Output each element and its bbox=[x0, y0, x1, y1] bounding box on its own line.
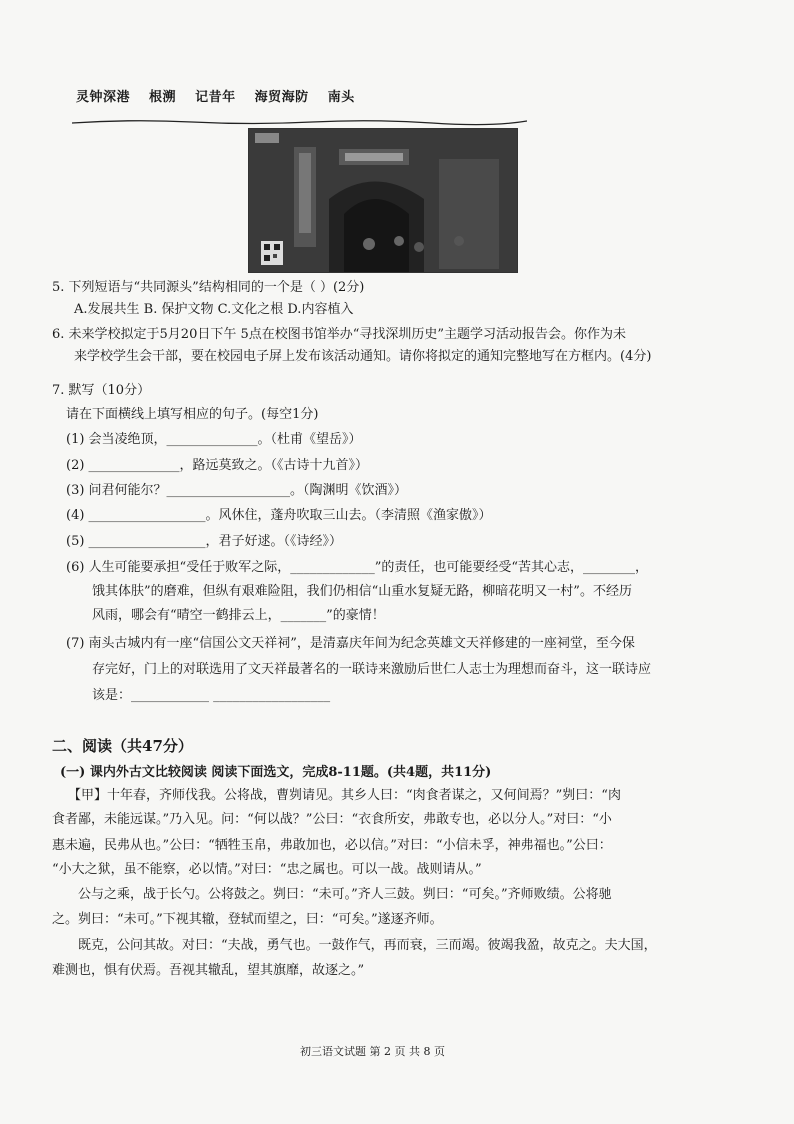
section-2-subtitle: (一) 课内外古文比较阅读 阅读下面选文，完成8-11题。(共4题，共11分) bbox=[60, 765, 492, 780]
nav-item: 根溯 bbox=[149, 90, 177, 105]
dictation-item-7-line-1: (7) 南头古城内有一座“信国公文天祥祠”，是清嘉庆年间为纪念英雄文天祥修建的一座祠堂，至今保 bbox=[66, 636, 635, 651]
question-5-stem: 5. 下列短语与“共同源头”结构相同的一个是（ ）(2分) bbox=[52, 280, 365, 295]
passage-line: 之。刿曰：“未可。”下视其辙，登轼而望之，曰：“可矣。”遂逐齐师。 bbox=[52, 912, 443, 927]
page-footer: 初三语文试题 第 2 页 共 8 页 bbox=[300, 1045, 445, 1058]
photo-illustration-icon bbox=[249, 129, 517, 272]
dictation-item-7-line-3: 该是：____________ __________________ bbox=[92, 688, 331, 703]
wavy-divider bbox=[72, 118, 527, 126]
dictation-item: (4) __________________。风休住，蓬舟吹取三山去。（李清照《渔家傲》） bbox=[66, 508, 492, 523]
section-header-nav bbox=[76, 86, 369, 105]
passage-line: 公与之乘，战于长勺。公将鼓之。刿曰：“未可。”齐人三鼓。刿曰：“可矣。”齐师败绩。公将驰 bbox=[78, 887, 612, 902]
nav-item: 南头 bbox=[327, 90, 355, 105]
dictation-item-6-line-3: 风雨，哪会有“晴空一鹤排云上，_______”的豪情！ bbox=[92, 608, 385, 623]
nav-item: 灵钟深港 bbox=[76, 90, 131, 105]
dictation-item: (3) 问君何能尔？___________________。（陶渊明《饮酒》） bbox=[66, 483, 408, 498]
historic-gate-photo bbox=[248, 128, 518, 273]
dictation-item-6-line-2: 饿其体肤”的磨难，但纵有艰难险阻，我们仍相信“山重水复疑无路，柳暗花明又一村”。不经历 bbox=[92, 584, 632, 599]
dictation-item-6-line-1: (6) 人生可能要承担“受任于败军之际，_____________”的责任，也可能要经受“苦其心志，________， bbox=[66, 560, 648, 575]
passage-line: “小大之狱，虽不能察，必以情。”对曰：“忠之属也。可以一战。战则请从。” bbox=[52, 862, 482, 877]
section-2-title: 二、阅读（共47分） bbox=[52, 737, 193, 755]
passage-line: 既克，公问其故。对曰：“夫战，勇气也。一鼓作气，再而衰，三而竭。彼竭我盈，故克之。夫大国， bbox=[78, 938, 657, 953]
question-5-options: A.发展共生 B. 保护文物 C.文化之根 D.内容植入 bbox=[74, 302, 354, 317]
passage-line: 惠未遍，民弗从也。”公曰：“牺牲玉帛，弗敢加也，必以信。”对曰：“小信未孚，神弗福也。”公曰： bbox=[52, 838, 612, 853]
nav-item: 海贸海防 bbox=[254, 90, 309, 105]
question-6-line-2: 来学校学生会干部，要在校园电子屏上发布该活动通知。请你将拟定的通知完整地写在方框内。(4分) bbox=[74, 349, 652, 364]
passage-line: 【甲】十年春，齐师伐我。公将战，曹刿请见。其乡人曰：“肉食者谋之，又何间焉？”刿曰：“肉 bbox=[68, 788, 621, 803]
question-7-instructions: 请在下面横线上填写相应的句子。(每空1分) bbox=[66, 407, 319, 422]
dictation-item: (5) __________________，君子好逑。（《诗经》） bbox=[66, 534, 343, 549]
dictation-item: (2) ______________，路远莫致之。（《古诗十九首》） bbox=[66, 458, 369, 473]
question-7-title: 7. 默写（10分） bbox=[52, 383, 151, 398]
passage-line: 难测也，惧有伏焉。吾视其辙乱，望其旗靡，故逐之。” bbox=[52, 963, 365, 978]
dictation-item-7-line-2: 存完好，门上的对联选用了文天祥最著名的一联诗来激励后世仁人志士为理想而奋斗，这一联诗应 bbox=[92, 662, 652, 677]
passage-line: 食者鄙，未能远谋。”乃入见。问：“何以战？”公曰：“衣食所安，弗敢专也，必以分人。”对曰：“小 bbox=[52, 812, 612, 827]
dictation-item: (1) 会当凌绝顶，______________。（杜甫《望岳》） bbox=[66, 432, 362, 447]
question-6-line-1: 6. 未来学校拟定于5月20日下午 5点在校图书馆举办“寻找深圳历史”主题学习活动报告会。你作为未 bbox=[52, 327, 627, 342]
nav-item: 记昔年 bbox=[195, 90, 236, 105]
